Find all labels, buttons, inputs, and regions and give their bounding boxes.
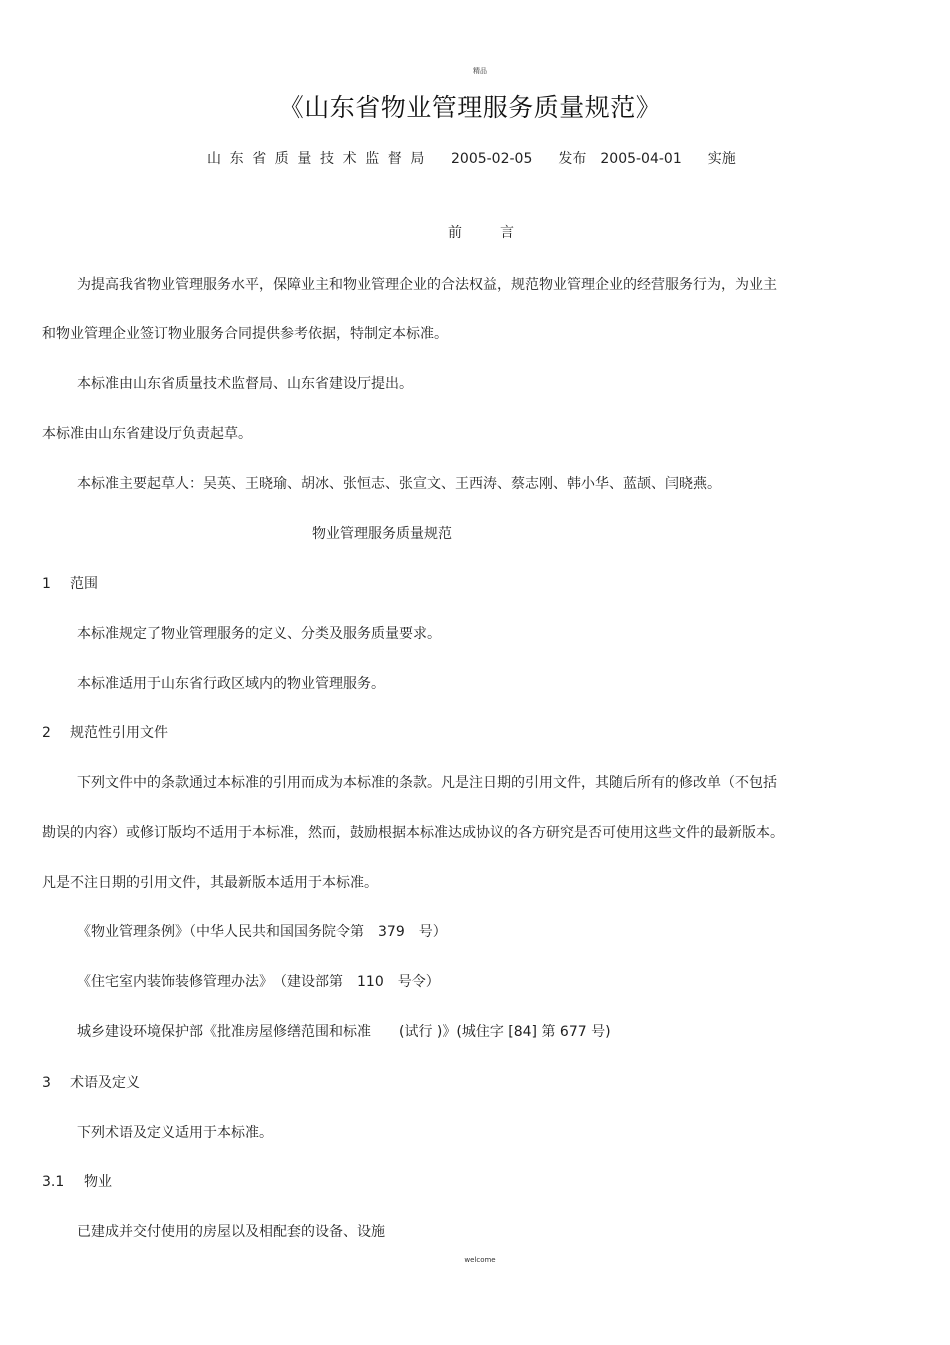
section-1-paragraph-1: 本标准规定了物业管理服务的定义、分类及服务质量要求。 xyxy=(77,626,441,642)
section-2-heading xyxy=(42,722,168,742)
reference-3: 城乡建设环境保护部《批准房屋修缮范围和标准 (试行 )》(城住字 [84] 第 677 号) xyxy=(77,1024,611,1040)
reference-1: 《物业管理条例》（中华人民共和国国务院令第 379 号） xyxy=(77,924,447,940)
header-watermark: 精品 xyxy=(473,67,487,75)
section-title: 术语及定义 xyxy=(70,1075,140,1091)
issuer-line xyxy=(207,148,736,168)
section-title: 规范性引用文件 xyxy=(70,725,168,741)
publish-label: 发布 xyxy=(558,151,587,167)
subsection-title: 物业 xyxy=(84,1174,112,1190)
section-3-1-heading xyxy=(42,1171,112,1191)
subsection-number: 3.1 xyxy=(42,1174,65,1190)
body-title: 物业管理服务质量规范 xyxy=(312,526,452,542)
effective-date: 2005-04-01 xyxy=(600,151,682,167)
document-title: 《山东省物业管理服务质量规范》 xyxy=(278,93,662,122)
section-1-heading xyxy=(42,573,98,593)
section-number: 1 xyxy=(42,576,51,592)
foreword-paragraph-1-line-1: 为提高我省物业管理服务水平，保障业主和物业管理企业的合法权益，规范物业管理企业的经营服务行为，为业主 xyxy=(77,277,777,293)
section-3-1-paragraph: 已建成并交付使用的房屋以及相配套的设备、设施 xyxy=(77,1224,385,1240)
foreword-paragraph-3: 本标准由山东省建设厅负责起草。 xyxy=(42,426,252,442)
footer-watermark: welcome xyxy=(464,1256,496,1264)
section-number: 3 xyxy=(42,1075,51,1091)
foreword-heading: 前言 xyxy=(448,225,552,241)
reference-2: 《住宅室内装饰装修管理办法》 （建设部第 110 号令） xyxy=(77,974,440,990)
foreword-paragraph-2: 本标准由山东省质量技术监督局、山东省建设厅提出。 xyxy=(77,376,413,392)
section-2-paragraph-line-2: 勘误的内容）或修订版均不适用于本标准，然而，鼓励根据本标准达成协议的各方研究是否可使用这些文件的最新版本。 xyxy=(42,825,784,841)
section-1-paragraph-2: 本标准适用于山东省行政区域内的物业管理服务。 xyxy=(77,676,385,692)
section-2-paragraph-line-1: 下列文件中的条款通过本标准的引用而成为本标准的条款。凡是注日期的引用文件，其随后所有的修改单（不包括 xyxy=(77,775,777,791)
foreword-paragraph-4: 本标准主要起草人：吴英、王晓瑜、胡冰、张恒志、张宣文、王西涛、蔡志刚、韩小华、蓝颉、闫晓燕。 xyxy=(77,476,721,492)
foreword-paragraph-1-line-2: 和物业管理企业签订物业服务合同提供参考依据，特制定本标准。 xyxy=(42,326,448,342)
effective-label: 实施 xyxy=(707,151,736,167)
section-2-paragraph-line-3: 凡是不注日期的引用文件，其最新版本适用于本标准。 xyxy=(42,875,378,891)
issuer-name: 山东省质量技术监督局 xyxy=(207,151,433,167)
publish-date: 2005-02-05 xyxy=(451,151,533,167)
section-3-paragraph-1: 下列术语及定义适用于本标准。 xyxy=(77,1125,273,1141)
section-title: 范围 xyxy=(70,576,98,592)
section-3-heading xyxy=(42,1072,140,1092)
section-number: 2 xyxy=(42,725,51,741)
